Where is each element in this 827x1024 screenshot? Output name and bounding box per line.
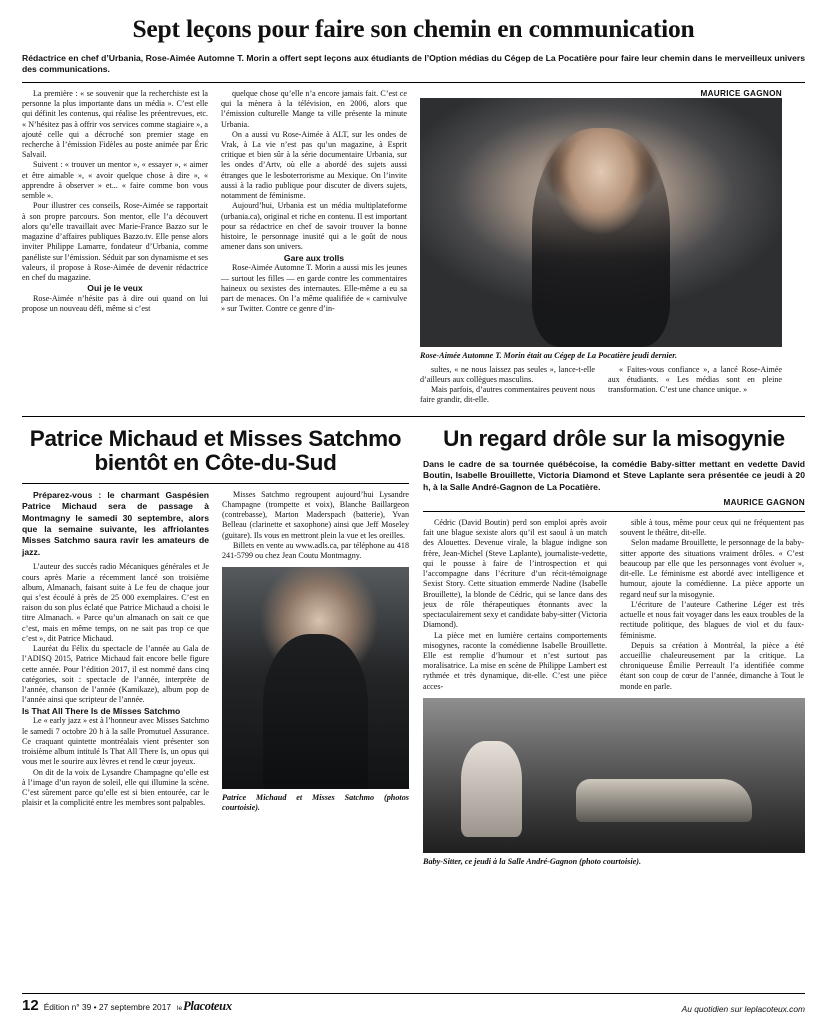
divider	[22, 416, 805, 417]
article3-column-1	[423, 518, 607, 692]
article2-column-2	[222, 490, 409, 813]
paragraph: On dit de la voix de Lysandre Champagne qu’elle est à l’image d’un rayon de soleil, elle qui illumine la scène. C’est sûrement parce qu’elle est si bien entourée, car le plaisir et la complicité entre les membres sont palpables.	[22, 767, 209, 808]
paragraph: quelque chose qu’elle n’a encore jamais fait. C’est ce qui la mènera à la télévision, en 2006, alors que l’émission culturelle Mange ta ville présente la minute Urbania.	[221, 88, 407, 129]
article1-column-1	[22, 89, 208, 361]
article1-photo-block	[420, 89, 782, 361]
article1-subhead-2: Gare aux trolls	[283, 252, 345, 263]
paragraph: Cédric (David Boutin) perd son emploi après avoir fait une blague sexiste alors qu’il est saoul à un match des Alouettes. Devenue virale, la blague indigne son frère, Jean-Michel (Steve Laplante), journaliste-vedette, qui le pousse à faire de l’introspection et qui l’accompagne dans l’écriture d’un récit-témoignage Sexist Story. Cette situation emmerde Nadine (Isabelle Brouillette), la blonde de Cédric, qui se lance dans des jeux de rôle thérapeutiques étonnants avec la spectaculairement sexy et candidate baby-sitter (Victoria Diamond).	[423, 517, 607, 630]
article-misogynie	[423, 427, 805, 867]
article2-lead: Préparez-vous : le charmant Gaspésien Patrice Michaud sera de passage à Montmagny le samedi 30 septembre, alors que la semaine suivante, les affriolantes Misses Satchmo saura ravir les amateurs de jazz.	[22, 489, 209, 557]
paragraph: Billets en vente au www.adls.ca, par téléphone au 418 241-5799 ou chez Jean Coutu Montmagny.	[222, 540, 409, 561]
paragraph: Le « early jazz » est à l’honneur avec Misses Satchmo le samedi 7 octobre 20 h à la salle Promutuel Assurance. Ce craquant quintette montréalais vient présenter son troisième album intitulé Is That All There Is, un opus qui vous met le sourire aux lèvres et rend le cœur joyeux.	[22, 716, 209, 767]
masthead-logo: Placoteux	[183, 999, 232, 1013]
page-number: 12	[22, 997, 39, 1014]
paragraph: sible à tous, même pour ceux qui ne fréquentent pas souvent le théâtre, dit-elle.	[620, 517, 804, 538]
article1-photo	[420, 98, 782, 347]
footer-website: Au quotidien sur leplacoteux.com	[681, 1004, 805, 1014]
divider	[22, 82, 805, 83]
paragraph: Aujourd’hui, Urbania est un média multiplateforme (urbania.ca), original et riche en contenu. Il est important pour sa rédactrice en chef de savoir trouver la bonne histoire, le personnage inusité qui a le goût de nous amener dans son univers.	[221, 201, 407, 252]
paragraph: Rose-Aimée Automne T. Morin a aussi mis les jeunes — surtout les filles — en garde contre les commentaires haineux ou sexistes des internautes. Elle-même a eu sa part de menaces. On l’a même qualifiée de « carnivulve » sur Twitter. Contre ce genre d’in-	[221, 263, 407, 314]
page-footer	[22, 993, 805, 1014]
article1-photo-caption: Rose-Aimée Automne T. Morin était au Cégep de La Pocatière jeudi dernier.	[420, 350, 678, 360]
paragraph: Misses Satchmo regroupent aujourd’hui Lysandre Champagne (trompette et voix), Blanche Baillargeon (contrebasse), Marton Maderspach (batterie), Yvan Belleau (clarinette et saxophone) ainsi que Jeff Moseley (guitare). Ils vous en mettront plein la vue et les oreilles.	[222, 489, 409, 540]
article3-photo-caption: Baby-Sitter, ce jeudi à la Salle André-Gagnon (photo courtoisie).	[423, 856, 642, 866]
article2-subhead: Is That All There Is de Misses Satchmo	[22, 705, 181, 716]
article2-title: Patrice Michaud et Misses Satchmo bientôt en Côte-du-Sud	[29, 425, 402, 475]
article-communication	[22, 14, 805, 406]
paragraph: Suivent : « trouver un mentor », « essayer », « aimer et être aimable », « avoir quelque chose à dire », « apprendre à observer » et... « faire comme bon vous semble ».	[22, 160, 208, 201]
paragraph: Pour illustrer ces conseils, Rose-Aimée se rapportait à son propre parcours. Son mentor, elle l’a découvert alors qu’elle travaillait avec Marie-France Bazzo sur le magazine d’affaires publiques Bazzo.tv. Elle pense alors inviter Philippe Lamarre, fondateur d’Urbania, comme panéliste sur l’émission. Séduit par son dynamisme et ses valeurs, il propose à Rose-Aimée de devenir rédactrice en chef du magazine.	[22, 201, 208, 283]
article1-lead: Rédactrice en chef d’Urbania, Rose-Aimée Automne T. Morin a offert sept leçons aux étudiants de l’Option médias du Cégep de La Pocatière pour faire leur chemin dans le merveilleux univers des communications.	[22, 53, 805, 75]
paragraph: Mais parfois, d’autres commentaires peuvent nous faire grandir, dit-elle.	[420, 385, 595, 405]
article3-column-2	[620, 518, 804, 692]
paragraph: sultes, « ne nous laissez pas seules », lance-t-elle d’ailleurs aux collègues masculins.	[420, 364, 595, 384]
edition-label: Édition n° 39 • 27 septembre 2017	[43, 1002, 172, 1012]
article1-subhead-1: Oui je le veux	[87, 283, 143, 294]
article1-title: Sept leçons pour faire son chemin en communication	[132, 14, 695, 43]
article2-photo	[222, 567, 409, 789]
article3-lead: Dans le cadre de sa tournée québécoise, la comédie Baby-sitter mettant en vedette David Boutin, Isabelle Brouillette, Victoria Diamond et Steve Laplante sera présentée ce jeudi à 20 h, à la Salle André-Gagnon de La Pocatière.	[423, 458, 805, 492]
paragraph: On a aussi vu Rose-Aimée à ALT, sur les ondes de Vrak, à La vie n’est pas qu’un magazine, à Esprit critique et bien sûr à la série documentaire Urbania, sur les ondes d’Artv, où elle a abordé des sujets aussi étranges que le lesboterrorisme au Mexique. On l’invite aussi à la radio publique pour discuter de divers sujets, notamment de féminisme.	[221, 129, 407, 201]
paragraph: Depuis sa création à Montréal, la pièce a été accueillie chaleureusement par la critique. La chroniqueuse Émilie Perreault l’a identifiée comme étant son coup de cœur de l’année, dimanche à Tout le monde en parle.	[620, 640, 804, 691]
paragraph: L’écriture de l’auteure Catherine Léger est très actuelle et nous fait voyager dans les eaux troubles de la rectitude politique, des blagues de viol et du faux-féminisme.	[620, 599, 804, 640]
divider	[22, 483, 409, 484]
article1-column-3	[420, 365, 595, 406]
masthead-prefix: le	[177, 1005, 183, 1012]
article1-column-4	[608, 365, 782, 406]
paragraph: La pièce met en lumière certains comportements misogynes, raconte la comédienne Isabelle Brouillette. Elle est remplie d’humour et n’est surtout pas moralisatrice. La mise en scène de Philippe Lambert est rythmée et très dynamique, dit-elle. C’est une pièce acces-	[423, 630, 607, 691]
article1-column-2	[221, 89, 407, 361]
paragraph: La première : « se souvenir que la recherchiste est la personne la plus importante dans un média ». C’est elle qui définit les contenus, qui réalise les préentrevues, etc. « N’hésitez pas à offrir vos services comme stagiaire », a ajouté celle qui a décroché son premier stage en recherche à l’émission Fidèles au poste animée par Éric Salvail.	[22, 88, 208, 160]
article3-title: Un regard drôle sur la misogynie	[443, 425, 785, 451]
paragraph: « Faites-vous confiance », a lancé Rose-Aimée aux étudiants. « Les médias sont en pleine transformation. C’est une chance unique. »	[608, 364, 782, 395]
article2-column-1	[22, 490, 209, 813]
article3-byline: MAURICE GAGNON	[723, 497, 805, 507]
article-patrice-michaud	[22, 427, 409, 867]
article1-byline: MAURICE GAGNON	[700, 88, 782, 98]
article2-photo-caption: Patrice Michaud et Misses Satchmo (photos courtoisie).	[222, 793, 409, 813]
divider	[423, 511, 805, 512]
paragraph: L’auteur des succès radio Mécaniques générales et Je cours après Marie a récemment lancé son troisième album, Almanach, faisant suite à Le feu de chaque jour qui s’est écoulé à près de 25 000 exemplaires. C’est en raison du son plus éclaté que Patrice Michaud a choisi le titre Almanach. « Parce qu’un almanach on sait ce que c’est, mais en même temps, on ne sait pas trop ce que c’est », dit Patrice Michaud.	[22, 562, 209, 643]
paragraph: Lauréat du Félix du spectacle de l’année au Gala de l’ADISQ 2015, Patrice Michaud fait encore belle figure cette année. Pour l’édition 2017, il est nommé dans cinq catégories, soit : spectacle de l’année, interprète de l’année, chanson de l’année (Kamikaze), album pop de l’année ainsi que scripteur de l’année.	[22, 644, 209, 705]
article3-photo	[423, 698, 805, 853]
paragraph: Rose-Aimée n’hésite pas à dire oui quand on lui propose un nouveau défi, même si c’est	[22, 294, 208, 314]
paragraph: Selon madame Brouillette, le personnage de la baby-sitter apporte des situations vraiment drôles. « C’est beaucoup par elle que les personnages vont évoluer », dit-elle. Le féminisme est abordé avec intelligence et humour, ajoute la comédienne. La pièce apporte un regard neuf sur la misogynie.	[620, 538, 804, 599]
